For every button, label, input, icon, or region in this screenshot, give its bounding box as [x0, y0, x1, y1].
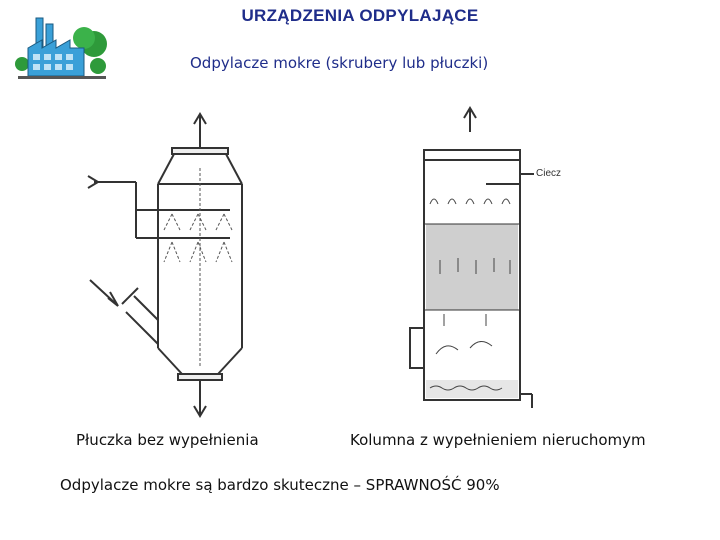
packed-column-diagram	[400, 104, 570, 424]
page-subtitle: Odpylacze mokre (skrubery lub płuczki)	[190, 54, 489, 72]
efficiency-note: Odpylacze mokre są bardzo skuteczne – SPRAWNOŚĆ 90%	[60, 476, 500, 494]
right-diagram-caption: Kolumna z wypełnieniem nieruchomym	[350, 431, 646, 449]
factory-icon	[14, 14, 110, 82]
page-title: URZĄDZENIA ODPYLAJĄCE	[241, 6, 479, 25]
left-diagram-caption: Płuczka bez wypełnienia	[76, 431, 259, 449]
liquid-inlet-label: Ciecz	[536, 168, 562, 179]
scrubber-diagram	[60, 108, 260, 428]
